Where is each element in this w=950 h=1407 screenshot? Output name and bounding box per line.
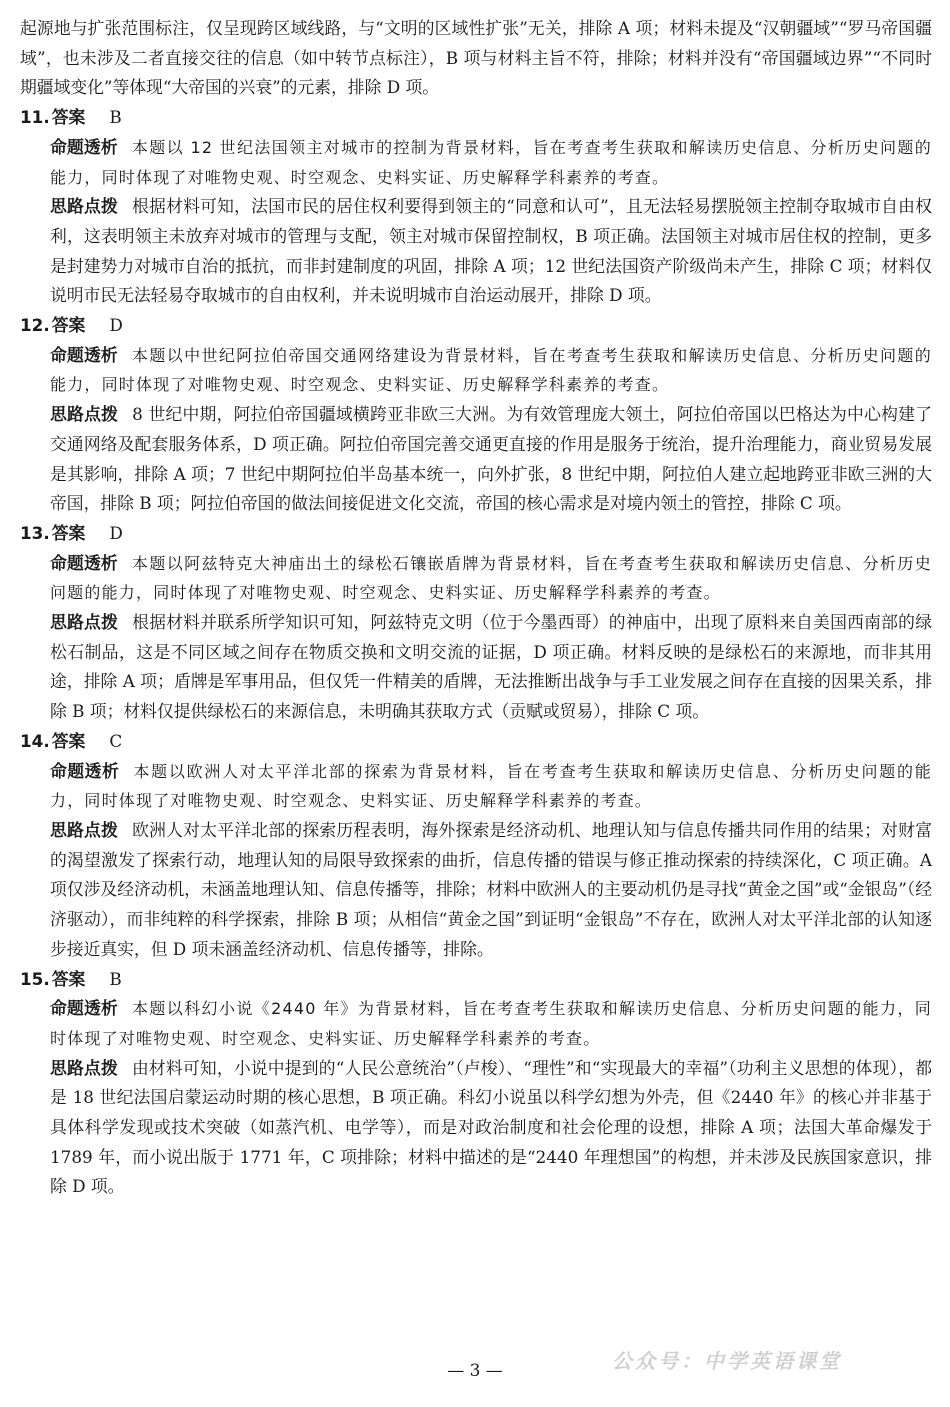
analysis-text: 根据材料可知，法国市民的居住权利要得到领主的“同意和认可”，且无法轻易摆脱领主控制夺取城市自由权利，这表明领主未放弃对城市的管理与支配，领主对城市保留控制权，B 项正确。法国领主对城市居住权的控制，更多是封建势力对城市自治的抵抗，而非封建制度的巩固，排除 A 项；12 世纪法国资产阶级尚未产生，排除 C 项；材料仅说明市民无法轻易夺取城市的自由权利，并未说明城市自治运动展开，排除 D 项。 xyxy=(50,196,932,306)
answer-letter: D xyxy=(109,522,123,543)
insight-label: 命题透析 xyxy=(50,760,120,781)
answer-explanation-page xyxy=(20,14,932,1202)
watermark-text: 公众号：中学英语课堂 xyxy=(612,1349,842,1373)
question-number: 13. xyxy=(20,522,50,543)
insight-section xyxy=(20,341,932,400)
insight-label: 命题透析 xyxy=(50,998,118,1019)
answer-label: 答案 xyxy=(51,107,86,128)
analysis-section xyxy=(20,1054,932,1203)
question-header xyxy=(20,311,932,341)
insight-section xyxy=(20,549,932,608)
insight-label: 命题透析 xyxy=(50,344,118,365)
intro-paragraph: 起源地与扩张范围标注，仅呈现跨区域线路，与“文明的区域性扩张”无关，排除 A 项；材料未提及“汉朝疆域”“罗马帝国疆域”，也未涉及二者直接交往的信息（如中转节点标注），B 项与材料主旨不符，排除；材料并没有“帝国疆域边界”“不同时期疆域变化”等体现“大帝国的兴衰”的元素，排除 D 项。 xyxy=(20,18,932,98)
analysis-section xyxy=(20,816,932,965)
question-header xyxy=(20,965,932,995)
analysis-section xyxy=(20,400,932,519)
analysis-label: 思路点拨 xyxy=(50,196,119,217)
question-list xyxy=(20,103,932,1202)
insight-text: 本题以 12 世纪法国领主对城市的控制为背景材料，旨在考查考生获取和解读历史信息、分析历史问题的能力，同时体现了对唯物史观、时空观念、史料实证、历史解释学科素养的考查。 xyxy=(50,137,932,187)
insight-label: 命题透析 xyxy=(50,136,118,157)
analysis-text: 8 世纪中期，阿拉伯帝国疆域横跨亚非欧三大洲。为有效管理庞大领土，阿拉伯帝国以巴格达为中心构建了交通网络及配套服务体系，D 项正确。阿拉伯帝国完善交通更直接的作用是服务于统治，提升治理能力，商业贸易发展是其影响，排除 A 项；7 世纪中期阿拉伯半岛基本统一，向外扩张，8 世纪中期，阿拉伯人建立起地跨亚非欧三洲的大帝国，排除 B 项；阿拉伯帝国的做法间接促进文化交流，帝国的核心需求是对境内领土的管控，排除 C 项。 xyxy=(50,404,932,514)
question-number: 14. xyxy=(20,730,50,751)
insight-text: 本题以欧洲人对太平洋北部的探索为背景材料，旨在考查考生获取和解读历史信息、分析历史问题的能力，同时体现了对唯物史观、时空观念、史料实证、历史解释学科素养的考查。 xyxy=(50,761,932,811)
question-header xyxy=(20,519,932,549)
answer-letter: B xyxy=(109,107,122,128)
answer-letter: B xyxy=(109,968,122,989)
question-block xyxy=(20,103,932,311)
analysis-text: 由材料可知，小说中提到的“人民公意统治”（卢梭）、“理性”和“实现最大的幸福”（功利主义思想的体现），都是 18 世纪法国启蒙运动时期的核心思想，B 项正确。科幻小说虽以科学幻想为外壳，但《2440 年》的核心并非基于具体科学发现或技术突破（如蒸汽机、电学等），而是对政治制度和社会伦理的设想，排除 A 项；法国大革命爆发于 1789 年，而小说出版于 1771 年，C 项排除；材料中描述的是“2440 年理想国”的构想，并未涉及民族国家意识，排除 D 项。 xyxy=(50,1057,932,1197)
analysis-label: 思路点拨 xyxy=(50,819,119,840)
page-number: — 3 — xyxy=(447,1361,503,1381)
insight-label: 命题透析 xyxy=(50,552,118,573)
analysis-label: 思路点拨 xyxy=(50,404,119,425)
analysis-section xyxy=(20,608,932,727)
question-header xyxy=(20,727,932,757)
answer-label: 答案 xyxy=(51,968,86,989)
analysis-text: 欧洲人对太平洋北部的探索历程表明，海外探索是经济动机、地理认知与信息传播共同作用的结果；对财富的渴望激发了探索行动，地理认知的局限导致探索的曲折，信息传播的错误与修正推动探索的持续深化，C 项正确。A 项仅涉及经济动机，未涵盖地理认知、信息传播等，排除；材料中欧洲人的主要动机仍是寻找“黄金之国”或“金银岛”（经济驱动），而非纯粹的科学探索，排除 B 项；从相信“黄金之国”到证明“金银岛”不存在，欧洲人对太平洋北部的认知逐步接近真实，但 D 项未涵盖经济动机、信息传播等，排除。 xyxy=(50,819,932,959)
insight-section xyxy=(20,133,932,192)
analysis-section xyxy=(20,192,932,311)
question-header xyxy=(20,103,932,133)
answer-letter: D xyxy=(109,315,123,336)
question-block xyxy=(20,311,932,519)
question-number: 11. xyxy=(20,107,50,128)
question-block xyxy=(20,727,932,965)
question-block xyxy=(20,965,932,1203)
answer-letter: C xyxy=(109,730,123,751)
analysis-text: 根据材料并联系所学知识可知，阿兹特克文明（位于今墨西哥）的神庙中，出现了原料来自美国西南部的绿松石制品，这是不同区域之间存在物质交换和文明交流的证据，D 项正确。材料反映的是绿松石的来源地，而非其用途，排除 A 项；盾牌是军事用品，但仅凭一件精美的盾牌，无法推断出战争与手工业发展之间存在直接的因果关系，排除 B 项；材料仅提供绿松石的来源信息，未明确其获取方式（贡赋或贸易），排除 C 项。 xyxy=(50,612,932,722)
question-block xyxy=(20,519,932,727)
answer-label: 答案 xyxy=(51,522,86,543)
insight-section xyxy=(20,994,932,1053)
analysis-label: 思路点拨 xyxy=(50,1057,118,1078)
answer-label: 答案 xyxy=(51,730,86,751)
insight-text: 本题以中世纪阿拉伯帝国交通网络建设为背景材料，旨在考查考生获取和解读历史信息、分析历史问题的能力，同时体现了对唯物史观、时空观念、史料实证、历史解释学科素养的考查。 xyxy=(50,345,932,395)
question-number: 15. xyxy=(20,968,50,989)
answer-label: 答案 xyxy=(51,315,86,336)
insight-text: 本题以阿兹特克大神庙出土的绿松石镶嵌盾牌为背景材料，旨在考查考生获取和解读历史信息、分析历史问题的能力，同时体现了对唯物史观、时空观念、史料实证、历史解释学科素养的考查。 xyxy=(50,553,932,603)
question-number: 12. xyxy=(20,315,50,336)
insight-text: 本题以科幻小说《2440 年》为背景材料，旨在考查考生获取和解读历史信息、分析历史问题的能力，同时体现了对唯物史观、时空观念、史料实证、历史解释学科素养的考查。 xyxy=(50,999,932,1048)
insight-section xyxy=(20,757,932,816)
analysis-label: 思路点拨 xyxy=(50,612,119,633)
